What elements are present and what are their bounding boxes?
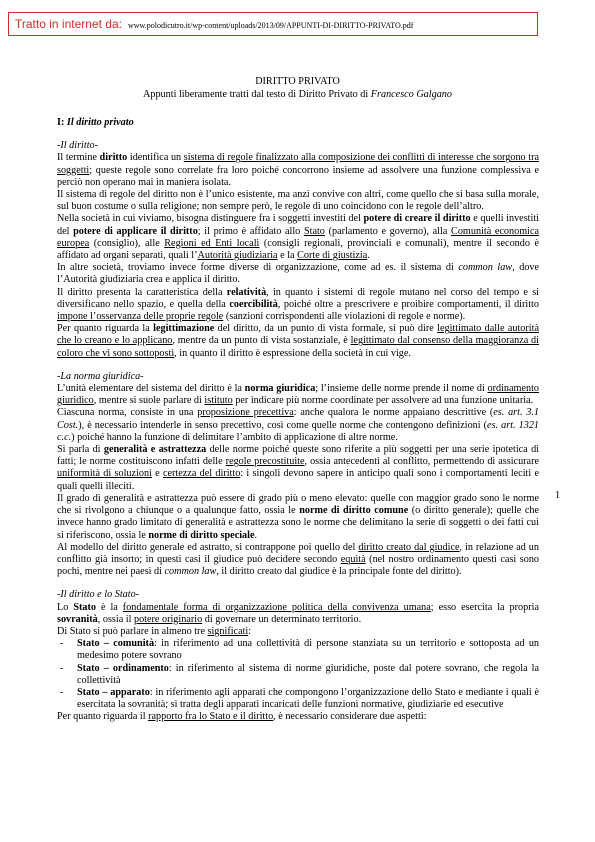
paragraph: Ciascuna norma, consiste in una proposizione precettiva: anche qualora le norme appaiano descrittive (es. art. 3.1 Cost.), è necessario intenderle in senso precettivo, così come quelle norme che contengono definizioni (es. art. 1321 c.c.) poiché hanno la funzione di delimitare l’ambito di applicazione di altre norme. — [57, 407, 540, 443]
list-item: - Stato – apparato: in riferimento agli apparati che compongono l’organizzazione dello Stato e mediante i quali è esercitata la sovranità; si tratta degli apparati incaricati delle funzioni normative, giudiziarie ed esecutive — [57, 687, 539, 711]
source-url[interactable]: www.polodicutro.it/wp-content/uploads/2013/09/APPUNTI-DI-DIRITTO-PRIVATO.pdf — [127, 21, 414, 30]
section-heading-stato: -Il diritto e lo Stato- — [57, 589, 140, 601]
paragraph: Lo Stato è la fondamentale forma di organizzazione politica della convivenza umana; esso esercita la propria sovranità, ossia il potere originario di governare un determinato territorio. — [57, 601, 539, 625]
paragraph: L’unità elementare del sistema del diritto è la norma giuridica; l’insieme delle norme prende il nome di ordinamento giuridico, mentre si suole parlare di istituto per indicare più norme coordinate per assolvere ad una funzione unitaria. — [57, 383, 539, 407]
chapter-number: I: — [57, 117, 65, 128]
source-box — [8, 12, 538, 36]
paragraph: Per quanto riguarda il rapporto fra lo Stato e il diritto, è necessario considerare due aspetti: — [57, 711, 427, 723]
document-title: DIRITTO PRIVATO — [255, 76, 340, 87]
paragraph: Per quanto riguarda la legittimazione del diritto, da un punto di vista formale, si può dire legittimato dalle autorità che lo creano e lo applicano, mentre da un punto di vista sostanziale, è legittimato dal consenso della maggioranza di coloro che vi sono sottoposti, in quanto il diritto è espressione della società in cui vige. — [57, 323, 539, 359]
section-heading-diritto: -Il diritto- — [57, 140, 99, 152]
document-body — [57, 117, 539, 724]
source-label: Tratto in internet da: — [15, 17, 122, 31]
section-heading-norma: -La norma giuridica- — [57, 370, 144, 382]
list-item: - Stato – comunità: in riferimento ad una collettività di persone stanziata su un territorio e sottoposta ad un medesimo potere sovrano — [57, 638, 539, 662]
paragraph: Di Stato si può parlare in almeno tre significati: — [57, 625, 252, 637]
subtitle-text: Appunti liberamente tratti dal testo di Diritto Privato di — [143, 89, 371, 100]
paragraph: Al modello del diritto generale ed astratto, si contrappone poi quello del diritto creato dal giudice, in relazione ad un conflitto già insorto; in questi casi il giudice può decidere secondo equità (nel nostro ordinamento questi casi sono pochi, mentre nei paesi di common law, il diritto creato dal giudice è la principale fonte del diritto). — [57, 541, 540, 578]
paragraph: Il termine diritto identifica un sistema di regole finalizzato alla composizione dei conflitti di interesse che sorgono tra soggetti; queste regole sono correlate fra loro poiché concorrono insieme ad assolvere una funzione complessiva e perciò non operano mai in maniera isolata. — [57, 152, 539, 188]
meanings-list — [57, 638, 539, 711]
paragraph: Il grado di generalità e astrattezza può essere di grado più o meno elevato: quelle con maggior grado sono le norme che si rivolgono a chiunque o a qualunque fatto, ossia le norme di diritto comune (o diritto generale); quelle che invece hanno grado limitato di generalità e astrattezza sono le norme che delimitano la serie di soggetti o dei fatti cui si riferiscono, ossia le norme di diritto speciale. — [57, 492, 539, 541]
chapter-title: Il diritto privato — [66, 117, 134, 128]
paragraph: Si parla di generalità e astrattezza delle norme poiché queste sono riferite a più soggetti per una serie ipotetica di fatti; le norme costituiscono infatti delle regole precostituite, ossia antecedenti al conflitto, permettendo di assicurare uniformità di soluzioni e certezza del diritto: i singoli devono sapere in anticipo quali sono i comportamenti leciti e quali quelli illeciti. — [57, 444, 539, 492]
subtitle-author: Francesco Galgano — [370, 89, 452, 100]
paragraph: In altre società, troviamo invece forme diverse di organizzazione, come ad es. il sistema di common law, dove l’Autorità giudiziaria crea e applica il diritto. — [57, 262, 539, 286]
paragraph: Nella società in cui viviamo, bisogna distinguere fra i soggetti investiti del potere di creare il diritto e quelli investiti del potere di applicare il diritto; il primo è affidato allo Stato (parlamento e governo), alla Comunità economica europea (consiglio), alle Regioni ed Enti locali (consigli regionali, provinciali e comunali), mentre il secondo è affidato ad organi separati, quali l’Autorità giudiziaria e la Corte di giustizia. — [57, 213, 540, 262]
chapter-heading — [57, 117, 539, 129]
page-number: 1 — [555, 490, 561, 501]
paragraph: Il sistema di regole del diritto non è l’unico esistente, ma anzi convive con altri, come quello che si basa sulla morale, sul buon costume o sulla religione; non sempre però, le regole di uno coincidono con le regole dell’altro. — [57, 189, 539, 213]
list-item: - Stato – ordinamento: in riferimento al sistema di norme giuridiche, poste dal potere sovrano, che regola la collettività — [57, 663, 539, 687]
document-subtitle — [0, 88, 595, 101]
paragraph: Il diritto presenta la caratteristica della relatività, in quanto i sistemi di regole mutano nel corso del tempo e si diversificano nello spazio, e quella della coercibilità, poiché oltre a prescrivere e proibire comportamenti, il diritto impone l’osservanza delle proprie regole (sanzioni corrispondenti alle violazioni di regole e norme). — [57, 286, 539, 323]
